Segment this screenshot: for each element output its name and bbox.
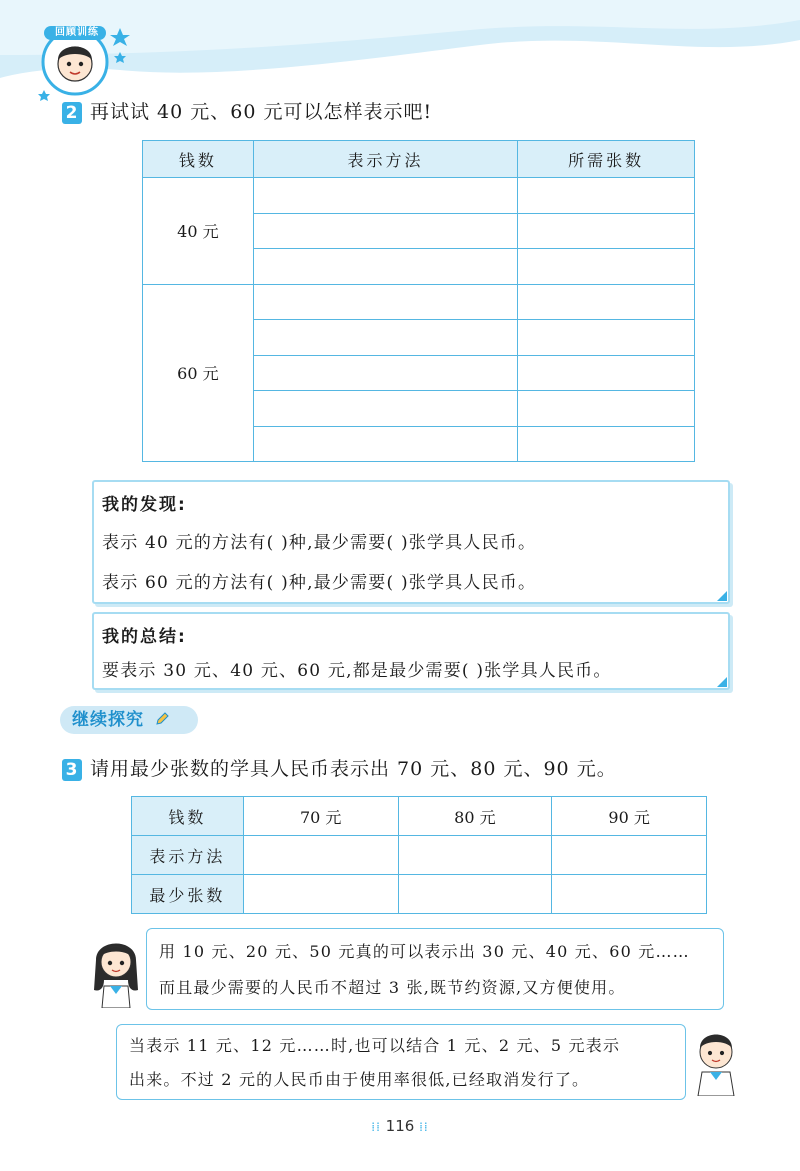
boy-speech-bubble (116, 1024, 686, 1100)
page-number: 116 (385, 1117, 415, 1135)
q3-number: 3 (62, 759, 82, 781)
q2-header-count: 所需张数 (518, 141, 695, 178)
explore-label (60, 706, 198, 734)
answer-cell[interactable] (243, 836, 398, 875)
q3-prompt-line (62, 754, 617, 781)
corner-mark-icon (717, 591, 727, 601)
answer-cell[interactable] (518, 249, 695, 285)
page-number-right-ornament-icon: ⁞⁞ (419, 1120, 429, 1134)
answer-cell[interactable] (518, 426, 695, 462)
q3-col-70: 70 元 (243, 797, 398, 836)
boy-character-icon (690, 1026, 742, 1096)
answer-cell[interactable] (243, 875, 398, 914)
header-banner (0, 0, 800, 110)
summary-box (92, 612, 730, 690)
answer-cell[interactable] (518, 284, 695, 320)
answer-cell[interactable] (518, 178, 695, 214)
answer-cell[interactable] (253, 391, 518, 427)
answer-cell[interactable] (398, 836, 552, 875)
answer-cell[interactable] (398, 875, 552, 914)
answer-cell[interactable] (552, 836, 707, 875)
answer-cell[interactable] (518, 391, 695, 427)
answer-cell[interactable] (253, 355, 518, 391)
q3-row-count: 最少张数 (132, 875, 244, 914)
q2-header-amount: 钱数 (143, 141, 254, 178)
answer-cell[interactable] (253, 426, 518, 462)
pencil-icon (155, 712, 169, 726)
answer-cell[interactable] (253, 178, 518, 214)
answer-cell[interactable] (253, 320, 518, 356)
explore-label-text: 继续探究 (72, 710, 144, 730)
boy-bubble-line-2: 出来。不过 2 元的人民币由于使用率很低,已经取消发行了。 (129, 1070, 590, 1089)
q3-col-80: 80 元 (398, 797, 552, 836)
answer-cell[interactable] (253, 284, 518, 320)
q3-table (131, 796, 707, 914)
summary-title: 我的总结: (102, 627, 187, 647)
answer-cell[interactable] (518, 355, 695, 391)
q2-prompt: 再试试 40 元、60 元可以怎样表示吧! (90, 101, 433, 123)
answer-cell[interactable] (253, 249, 518, 285)
answer-cell[interactable] (518, 213, 695, 249)
page-number-row (0, 1117, 800, 1135)
header-badge: 回顾训练 (55, 27, 99, 38)
q2-header-method: 表示方法 (253, 141, 518, 178)
answer-cell[interactable] (518, 320, 695, 356)
q3-col-90: 90 元 (552, 797, 707, 836)
q2-number: 2 (62, 102, 82, 124)
discovery-line-2: 表示 60 元的方法有( )种,最少需要( )张学具人民币。 (102, 573, 537, 593)
corner-mark-icon (717, 677, 727, 687)
discovery-line-1: 表示 40 元的方法有( )种,最少需要( )张学具人民币。 (102, 533, 537, 553)
answer-cell[interactable] (552, 875, 707, 914)
girl-speech-bubble (146, 928, 724, 1010)
q2-table (142, 140, 695, 462)
q2-row-60: 60 元 (143, 284, 254, 462)
q3-row-method: 表示方法 (132, 836, 244, 875)
q3-header-amount: 钱数 (132, 797, 244, 836)
girl-bubble-line-2: 而且最少需要的人民币不超过 3 张,既节约资源,又方便使用。 (159, 978, 626, 997)
discovery-box (92, 480, 730, 604)
summary-line-1: 要表示 30 元、40 元、60 元,都是最少需要( )张学具人民币。 (102, 661, 612, 681)
q2-prompt-line (62, 97, 432, 124)
q2-row-40: 40 元 (143, 178, 254, 285)
answer-cell[interactable] (253, 213, 518, 249)
discovery-title: 我的发现: (102, 495, 187, 515)
q3-prompt: 请用最少张数的学具人民币表示出 70 元、80 元、90 元。 (90, 758, 617, 780)
girl-bubble-line-1: 用 10 元、20 元、50 元真的可以表示出 30 元、40 元、60 元…… (159, 942, 690, 961)
girl-character-icon (88, 930, 144, 1008)
boy-bubble-line-1: 当表示 11 元、12 元……时,也可以结合 1 元、2 元、5 元表示 (129, 1036, 621, 1055)
page-number-left-ornament-icon: ⁞⁞ (371, 1120, 381, 1134)
